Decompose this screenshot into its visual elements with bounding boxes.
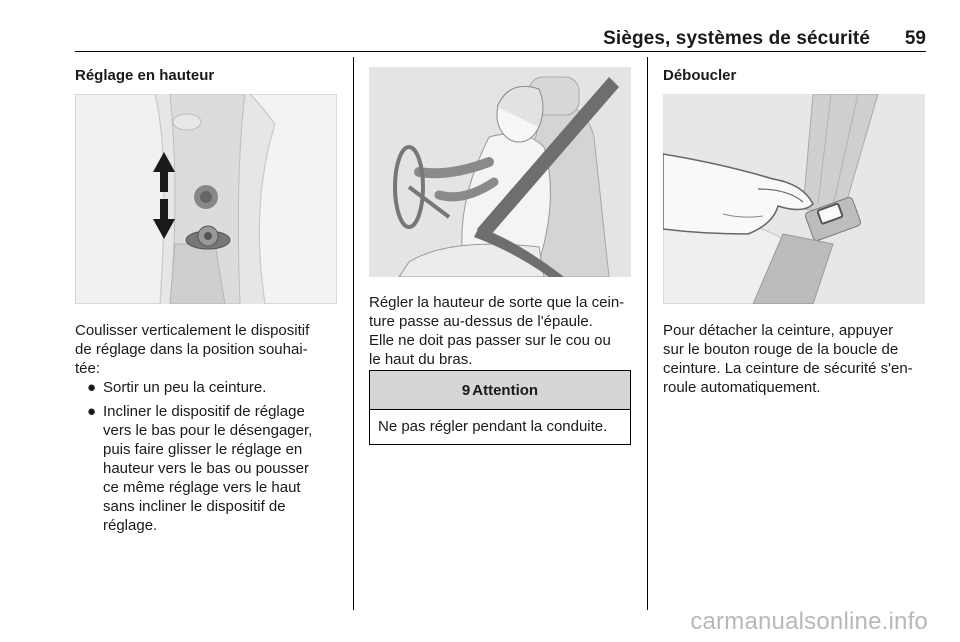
warning-text: Ne pas régler pendant la conduite. [378,418,608,435]
warning-title: Attention [472,381,539,399]
warning-box [369,370,631,445]
page-number: 59 [904,28,926,49]
text-line: le haut du bras. [369,351,473,368]
section-heading-unbuckle: Déboucler [663,67,737,84]
text-line: sur le bouton rouge de la boucle de [663,341,899,358]
text-line: ceinture. La ceinture de sécurité s'en- [663,360,913,377]
bullet-item [87,402,349,535]
section-heading-height-adjustment: Réglage en hauteur [75,67,215,84]
col1-bullet-list [87,378,349,540]
text-line: sans incliner le dispositif de [103,498,286,515]
column-divider-2 [647,57,648,610]
page-header-title: Sièges, systèmes de sécurité [603,28,870,49]
col2-paragraph [369,293,639,369]
text-line: Régler la hauteur de sorte que la cein- [369,294,625,311]
driver-seatbelt-illustration [369,67,631,277]
header-rule [75,51,926,52]
text-line: ture passe au-dessus de l'épaule. [369,313,593,330]
text-line: ce même réglage vers le haut [103,479,301,496]
text-line: Pour détacher la ceinture, appuyer [663,322,894,339]
col3-paragraph [663,321,938,397]
text-line: réglage. [103,517,158,534]
bullet-item [87,378,349,397]
warning-header [370,371,630,410]
col1-paragraph [75,321,345,378]
text-line: vers le bas pour le désengager, [103,422,313,439]
text-line: Sortir un peu la ceinture. [103,379,267,396]
text-line: Coulisser verticalement le dispositif [75,322,310,339]
text-line: roule automatiquement. [663,379,821,396]
text-line: Incliner le dispositif de réglage [103,403,305,420]
unbuckle-illustration [663,94,925,304]
text-line: tée: [75,360,101,377]
warning-triangle-icon: 9 [461,381,471,399]
text-line: hauteur vers le bas ou pousser [103,460,309,477]
text-line: puis faire glisser le réglage en [103,441,303,458]
height-adjuster-illustration [75,94,337,304]
text-line: Elle ne doit pas passer sur le cou ou [369,332,611,349]
column-divider-1 [353,57,354,610]
bullet-dot: ● [87,379,97,396]
bullet-dot: ● [87,403,97,420]
watermark: carmanualsonline.info [690,608,928,635]
text-line: de réglage dans la position souhai- [75,341,308,358]
